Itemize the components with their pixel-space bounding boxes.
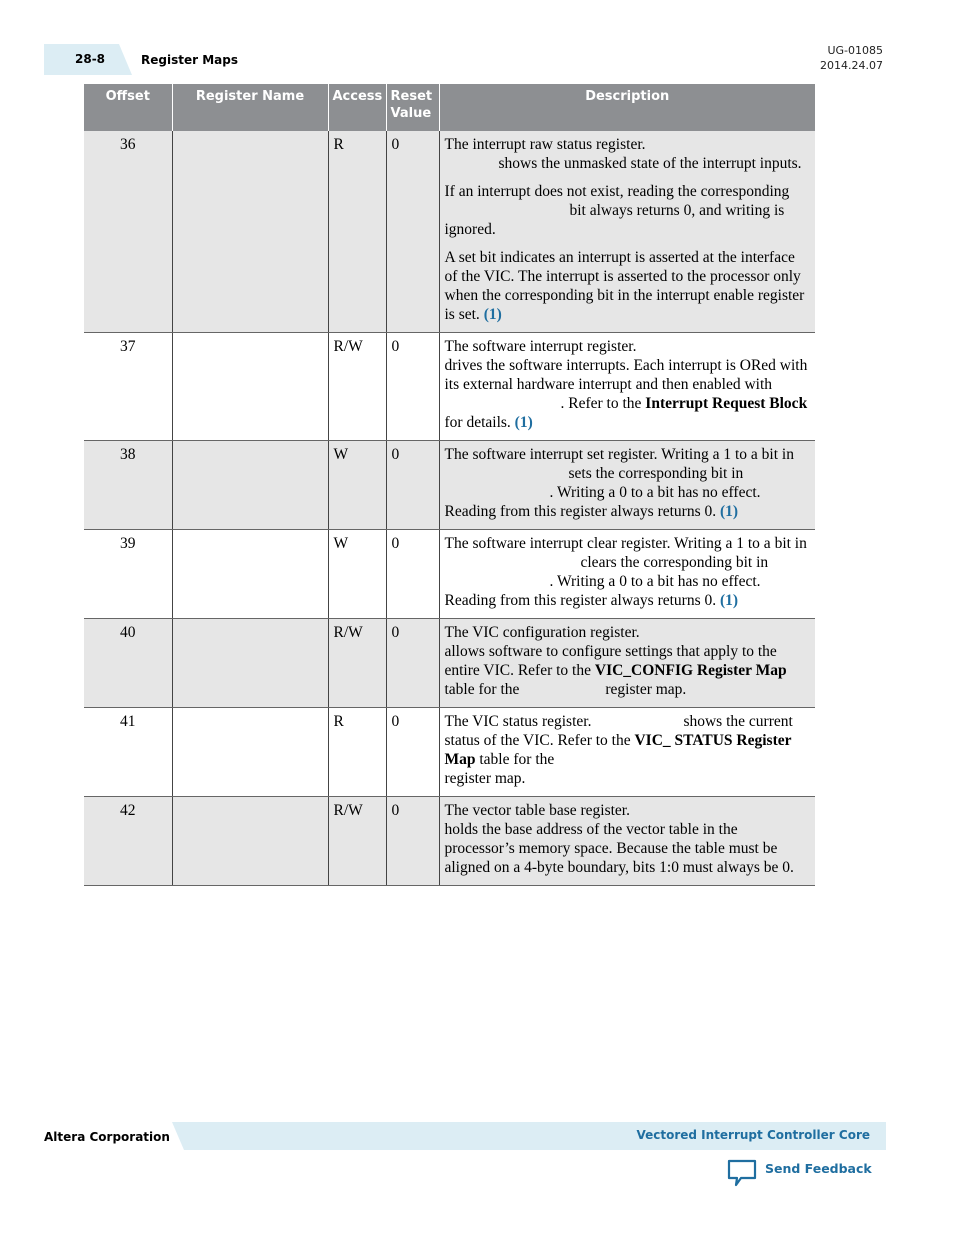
offset-cell: 37	[84, 333, 172, 441]
cross-reference: Interrupt Request Block	[645, 395, 808, 412]
document-date: 2014.24.07	[820, 59, 883, 72]
register-name-cell	[172, 530, 328, 619]
page-number: 28-8	[75, 52, 106, 66]
document-number: UG-01085	[827, 44, 883, 57]
access-cell: R/W	[328, 333, 386, 441]
reset-value-cell: 0	[386, 131, 439, 333]
offset-cell: 39	[84, 530, 172, 619]
description-paragraph: The interrupt raw status register. shows the unmasked state of the interrupt inputs.	[444, 136, 802, 172]
table-header-row	[84, 84, 815, 131]
reset-value-cell: 0	[386, 441, 439, 530]
register-name-cell	[172, 619, 328, 708]
document-id	[820, 43, 883, 73]
offset-cell: 40	[84, 619, 172, 708]
speech-bubble-icon[interactable]	[727, 1159, 757, 1187]
description-cell	[439, 131, 815, 333]
register-name-cell	[172, 131, 328, 333]
description-paragraph: A set bit indicates an interrupt is asserted at the interface of the VIC. The interrupt is asserted to the processor only when the corresponding bit in the interrupt enable register is set. (1)	[444, 249, 805, 323]
table-row	[84, 797, 815, 886]
access-cell: R	[328, 708, 386, 797]
table-row	[84, 530, 815, 619]
description-cell: The software interrupt register. drives the software interrupts. Each interrupt is ORed with its external hardware interrupt and then enabled with. Refer to the Interrupt Request Block for details. (1)	[439, 333, 815, 441]
access-cell: R/W	[328, 797, 386, 886]
table-row	[84, 131, 815, 333]
column-header-access: Access	[328, 84, 386, 131]
register-map-table	[84, 84, 815, 886]
table-row	[84, 333, 815, 441]
document-title-link[interactable]: Vectored Interrupt Controller Core	[636, 1128, 870, 1142]
reset-value-cell: 0	[386, 333, 439, 441]
register-name-cell	[172, 441, 328, 530]
description-cell: The VIC status register. shows the current status of the VIC. Refer to the VIC_ STATUS Register Map table for the register map.	[439, 708, 815, 797]
register-name-cell	[172, 708, 328, 797]
reset-value-cell: 0	[386, 797, 439, 886]
offset-cell: 38	[84, 441, 172, 530]
section-title: Register Maps	[141, 53, 238, 67]
column-header-register-name: Register Name	[172, 84, 328, 131]
footnote-link[interactable]: (1)	[483, 306, 502, 323]
table-row	[84, 441, 815, 530]
access-cell: R	[328, 131, 386, 333]
access-cell: W	[328, 530, 386, 619]
description-paragraph: If an interrupt does not exist, reading the correspondingbit always returns 0, and writing is ignored.	[444, 183, 790, 238]
column-header-description: Description	[439, 84, 815, 131]
description-cell: The VIC configuration register. allows software to configure settings that apply to the entire VIC. Refer to the VIC_CONFIG Register Map table for the register map.	[439, 619, 815, 708]
reset-value-cell: 0	[386, 619, 439, 708]
access-cell: W	[328, 441, 386, 530]
send-feedback-link[interactable]: Send Feedback	[765, 1161, 872, 1176]
table-row	[84, 708, 815, 797]
offset-cell: 42	[84, 797, 172, 886]
description-cell: The vector table base register. holds the base address of the vector table in the processor’s memory space. Because the table must be aligned on a 4-byte boundary, bits 1:0 must always be 0.	[439, 797, 815, 886]
column-header-offset: Offset	[84, 84, 172, 131]
offset-cell: 41	[84, 708, 172, 797]
register-name-cell	[172, 797, 328, 886]
access-cell: R/W	[328, 619, 386, 708]
description-cell: The software interrupt clear register. Writing a 1 to a bit inclears the corresponding bit in. Writing a 0 to a bit has no effect. Reading from this register always returns 0. (1)	[439, 530, 815, 619]
footnote-link[interactable]: (1)	[514, 414, 533, 431]
reset-value-cell: 0	[386, 708, 439, 797]
company-name: Altera Corporation	[44, 1130, 170, 1144]
description-cell: The software interrupt set register. Writing a 1 to a bit insets the corresponding bit in. Writing a 0 to a bit has no effect. Reading from this register always returns 0. (1)	[439, 441, 815, 530]
register-name-cell	[172, 333, 328, 441]
reset-value-cell: 0	[386, 530, 439, 619]
offset-cell: 36	[84, 131, 172, 333]
column-header-reset-value: Reset Value	[386, 84, 439, 131]
cross-reference: VIC_ STATUS Register Map	[444, 732, 792, 768]
table-row	[84, 619, 815, 708]
cross-reference: VIC_CONFIG Register Map	[594, 662, 787, 679]
footnote-link[interactable]: (1)	[720, 592, 739, 609]
footnote-link[interactable]: (1)	[720, 503, 739, 520]
